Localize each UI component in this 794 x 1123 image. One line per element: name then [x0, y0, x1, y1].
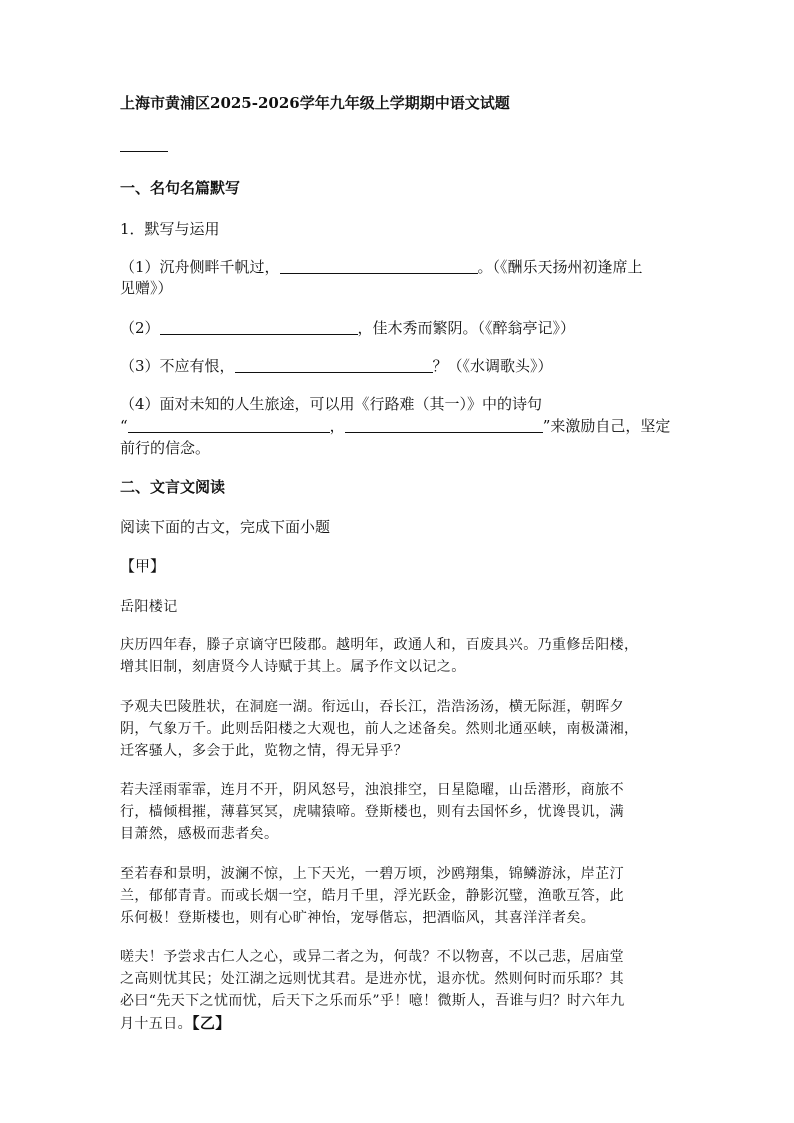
item-1 — [120, 256, 643, 277]
paragraph-1-line-1: 庆历四年春，滕子京谪守巴陵郡。越明年，政通人和，百废具兴。乃重修岳阳楼， — [120, 637, 639, 653]
item-1-continuation: 见赠》） — [120, 279, 173, 297]
paragraph-3-line-1: 若夫淫雨霏霏，连月不开，阴风怒号，浊浪排空，日星隐曜，山岳潜形，商旅不 — [120, 782, 624, 798]
answer-blank-4a[interactable] — [128, 418, 330, 433]
item-4-suffix: ”来激励自己，坚定 — [542, 417, 671, 435]
item-2 — [120, 317, 575, 338]
passage-label-yi: 【乙】 — [192, 1014, 231, 1032]
paragraph-2-line-2: 阴，气象万千。此则岳阳楼之大观也，前人之述备矣。然则北通巫峡，南极潇湘， — [120, 721, 639, 737]
answer-blank-2[interactable] — [160, 320, 358, 335]
page-title: 上海市黄浦区2025-2026学年九年级上学期期中语文试题 — [120, 94, 510, 112]
name-underline — [120, 151, 168, 152]
item-1-prefix: （1）沉舟侧畔千帆过， — [120, 258, 280, 276]
paragraph-4-line-2: 兰，郁郁青青。而或长烟一空，皓月千里，浮光跃金，静影沉璧，渔歌互答，此 — [120, 888, 624, 904]
paragraph-5-line-3: 必曰“先天下之忧而忧，后天下之乐而乐”乎！噫！微斯人，吾谁与归？时六年九 — [120, 993, 625, 1009]
answer-blank-1[interactable] — [280, 259, 478, 274]
item-3-suffix: ？（《水调歌头》） — [432, 357, 553, 375]
paragraph-2-line-3: 迁客骚人，多会于此，览物之情，得无异乎？ — [120, 743, 408, 759]
section-heading-classical: 二、文言文阅读 — [120, 478, 226, 496]
paragraph-5-end: 月十五日。 — [120, 1016, 192, 1032]
item-4-line-3: 前行的信念。 — [120, 439, 211, 457]
item-2-prefix: （2） — [120, 319, 160, 337]
reading-instruction: 阅读下面的古文，完成下面小题 — [120, 518, 331, 536]
paragraph-4-line-1: 至若春和景明，波澜不惊，上下天光，一碧万顷，沙鸥翔集，锦鳞游泳，岸芷汀 — [120, 866, 624, 882]
paragraph-3-line-3: 目萧然，感极而悲者矣。 — [120, 826, 279, 842]
paragraph-5-line-1: 嗟夫！予尝求古仁人之心，或异二者之为，何哉？不以物喜，不以己悲，居庙堂 — [120, 949, 624, 965]
section-heading-dictation: 一、名句名篇默写 — [120, 179, 241, 197]
item-4-comma: ， — [329, 417, 345, 435]
paragraph-1-line-2: 增其旧制，刻唐贤今人诗赋于其上。属予作文以记之。 — [120, 659, 466, 675]
item-3-prefix: （3）不应有恨， — [120, 357, 235, 375]
essay-title: 岳阳楼记 — [120, 599, 178, 615]
paragraph-2-line-1: 予观夫巴陵胜状，在洞庭一湖。衔远山，吞长江，浩浩汤汤，横无际涯，朝晖夕 — [120, 699, 624, 715]
paragraph-4-line-3: 乐何极！登斯楼也，则有心旷神怡，宠辱偕忘，把酒临风，其喜洋洋者矣。 — [120, 910, 596, 926]
item-4-line-1: （4）面对未知的人生旅途，可以用《行路难（其一）》中的诗句 — [120, 395, 543, 413]
item-4-line-2 — [120, 415, 670, 436]
question-1-label: 1．默写与运用 — [120, 220, 220, 238]
open-quote: “ — [120, 417, 128, 435]
passage-label-jia: 【甲】 — [120, 557, 166, 575]
item-1-suffix: 。（《酬乐天扬州初逢席上 — [477, 258, 643, 276]
item-2-suffix: ，佳木秀而繁阴。（《醉翁亭记》） — [357, 319, 576, 337]
answer-blank-3[interactable] — [235, 358, 433, 373]
paragraph-5-line-2: 之高则忧其民；处江湖之远则忧其君。是进亦忧，退亦忧。然则何时而乐耶？其 — [120, 971, 624, 987]
item-3 — [120, 355, 553, 376]
paragraph-5-line-4 — [120, 1012, 231, 1033]
paragraph-3-line-2: 行，樯倾楫摧，薄暮冥冥，虎啸猿啼。登斯楼也，则有去国怀乡，忧谗畏讥，满 — [120, 804, 624, 820]
answer-blank-4b[interactable] — [345, 418, 543, 433]
